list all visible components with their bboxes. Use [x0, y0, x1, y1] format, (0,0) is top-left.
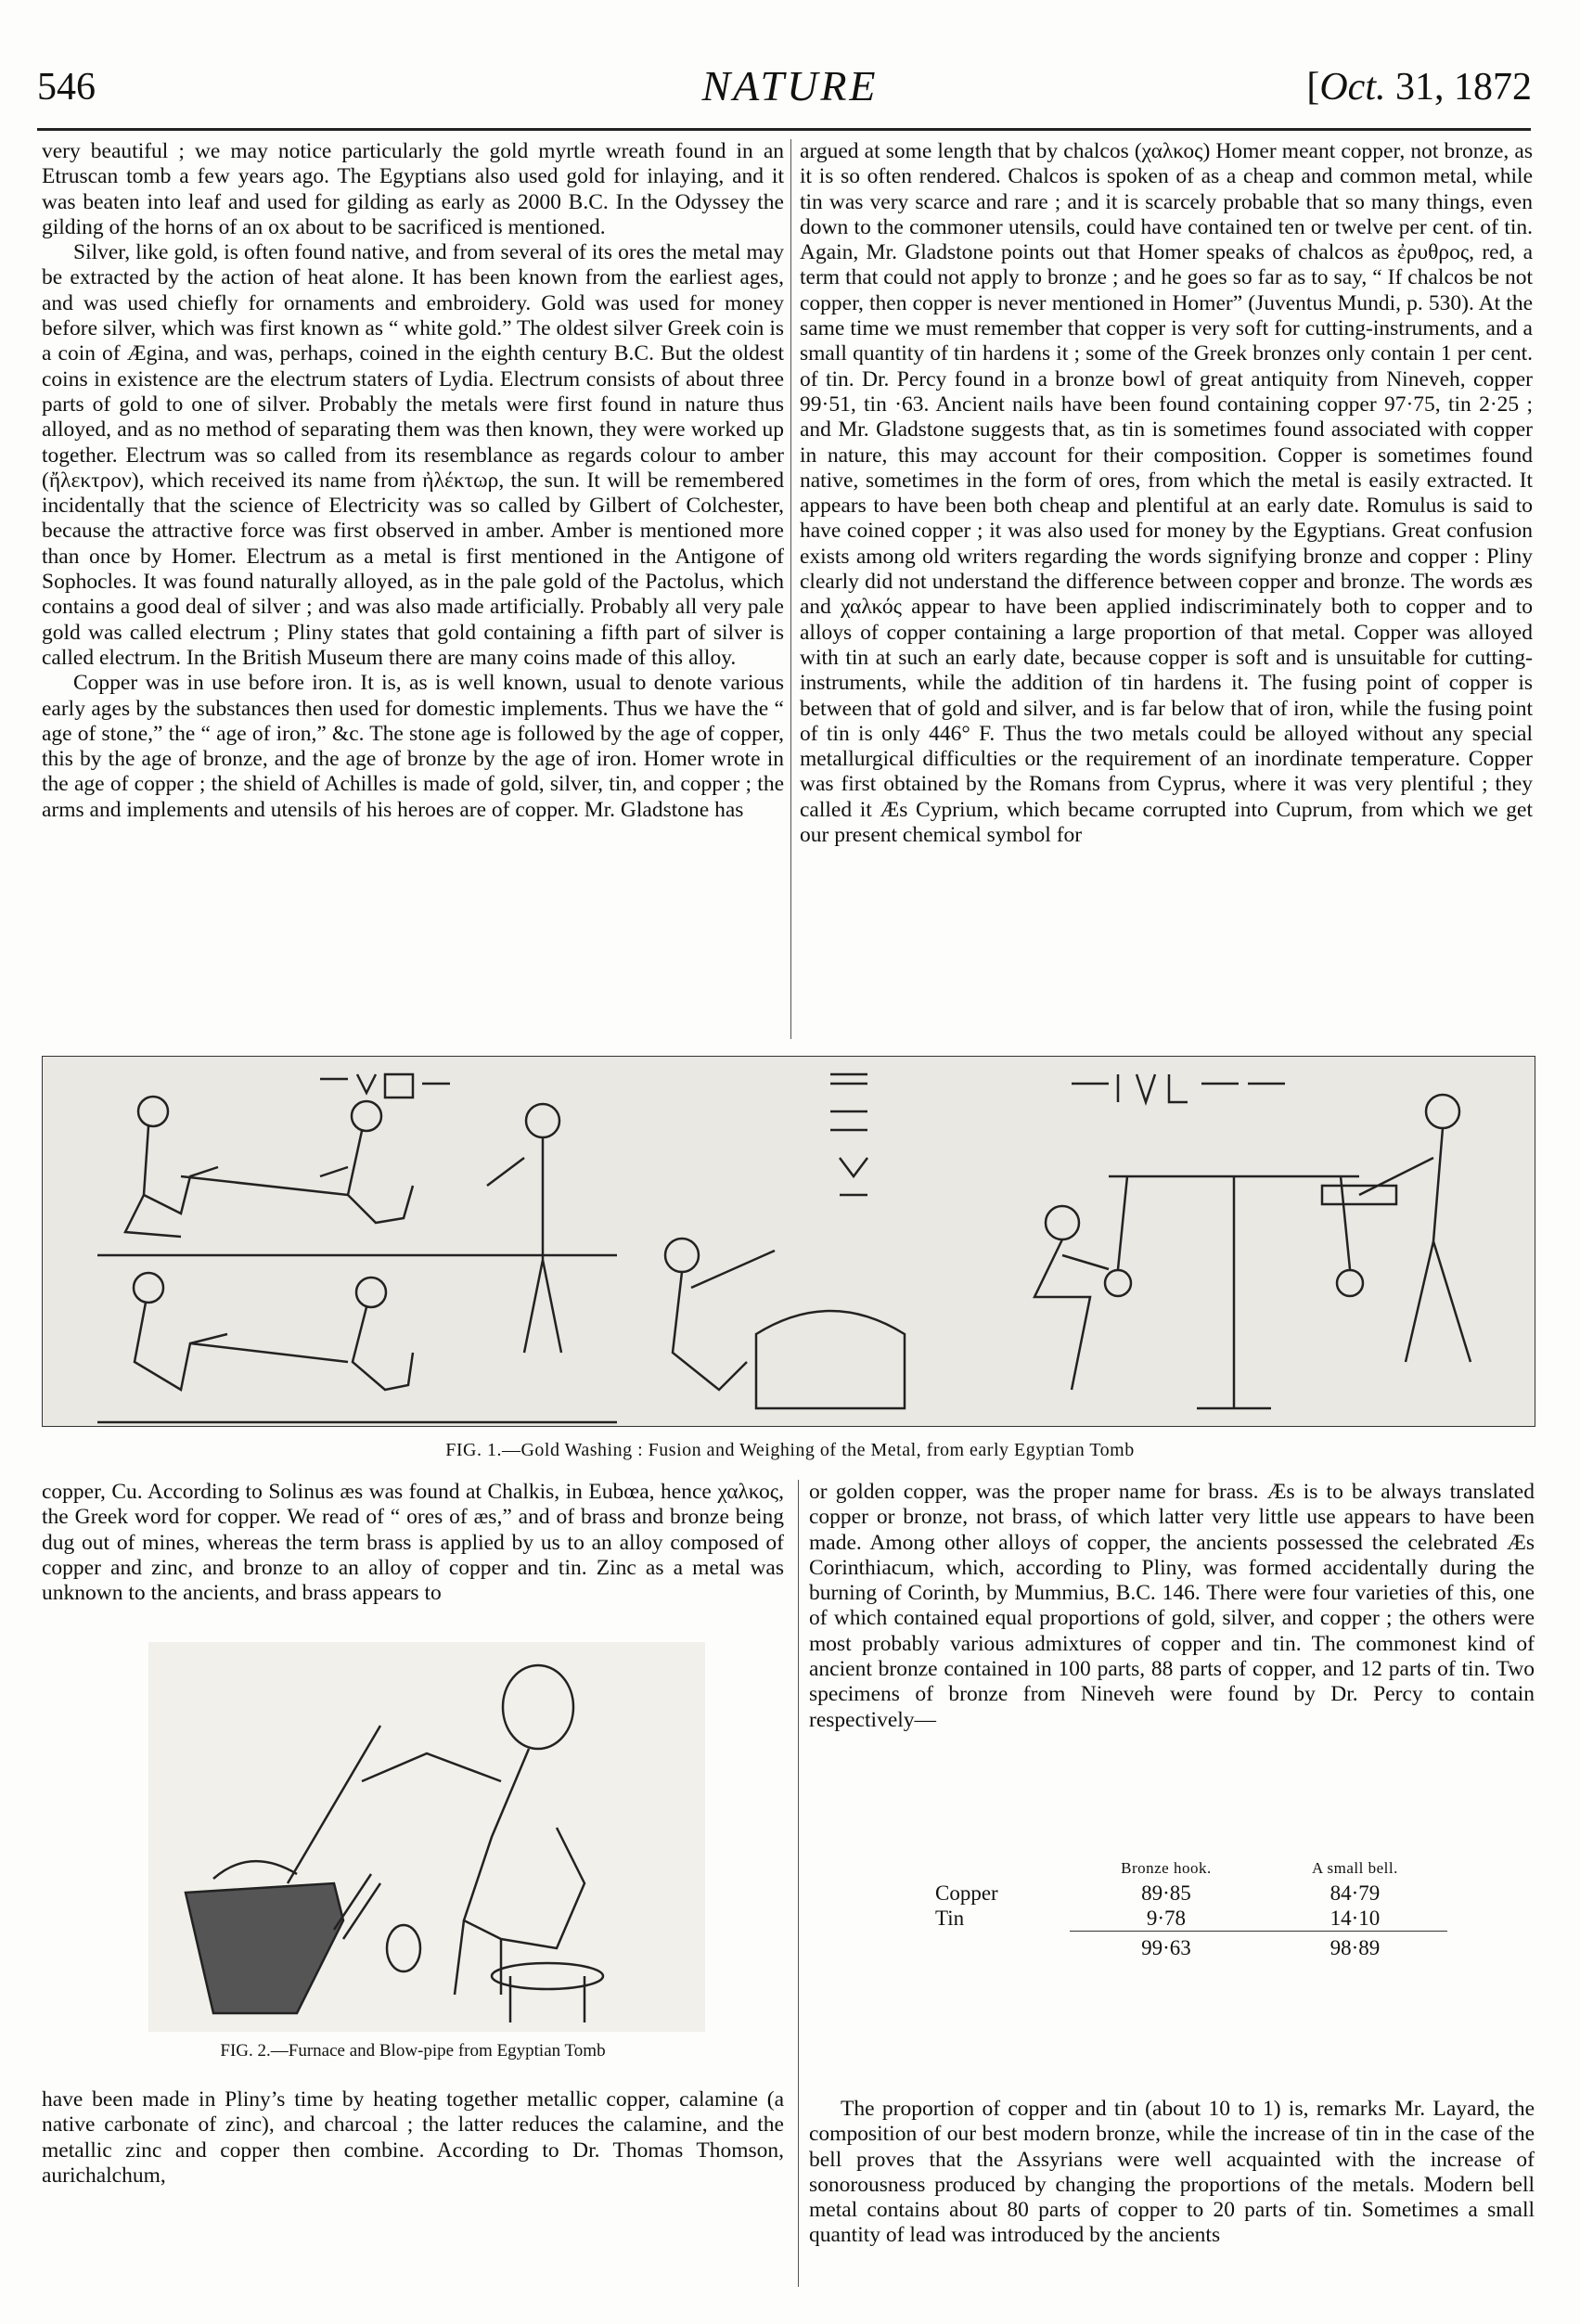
column-divider: [790, 139, 791, 1039]
figure-1-caption: FIG. 1.—Gold Washing : Fusion and Weighing of the Metal, from early Egyptian Tomb: [445, 1440, 1135, 1460]
paragraph: argued at some length that by chalcos (χαλκος) Homer meant copper, not bronze, as it is so often rendered. Chalcos is spoken of as a cheap and common metal, while tin was very scarce and rare ; and it is scarcely probable that so many things, even down to the commoner utensils, could have contained ten or twelve per cent. of tin. Again, Mr. Gladstone points out that Homer speaks of chalcos as ἐρυθρος, red, a term that could not apply to bronze ; and he goes so far as to say, “ If chalcos be not copper, then copper is never mentioned in Homer” (Juventus Mundi, p. 530). At the same time we must remember that copper is very soft for cutting-instruments, and a small quantity of tin hardens it ; some of the Greek bronzes only contain 1 per cent. of tin. Dr. Percy found in a bronze bowl of great antiquity from Nineveh, copper 99·51, tin ·63. Ancient nails have been found containing copper 97·75, tin 2·25 ; and Mr. Gladstone suggests that, as tin is sometimes found associated with copper in nature, this may account for their composition. Copper is sometimes found native, sometimes in the form of ores, from which the metal is easily extracted. It appears to have been both cheap and plentiful at an early date. Romulus is said to have coined copper ; it was also used for money by the Egyptians. Great confusion exists among old writers regarding the words signifying bronze and copper : Pliny clearly did not understand the difference between copper and bronze. The words æs and χαλκός appear to have been applied indiscriminately both to copper and to alloys of copper containing a large proportion of that metal. Copper was alloyed with tin at such an early date, because copper is soft and is unsuitable for cutting-instruments, while the addition of tin hardens it. The fusing point of copper is between that of gold and silver, and is far below that of iron, while the fusing point of tin is only 446° F. Thus the two metals could be alloyed without any special metallurgical difficulties or the requirement of an inordinate temperature. Copper was first obtained by the Romans from Cyprus, where it was very plentiful ; they called it Æs Cyprium, which became corrupted into Cuprum, from which we get our present chemical symbol for: [800, 139, 1533, 848]
furnace-blowpipe-illustration: [148, 1642, 705, 2032]
column-divider: [798, 1480, 799, 2287]
table-cell: Copper: [935, 1881, 998, 1905]
figure-2-engraving: [148, 1642, 705, 2032]
table-cell: 98·89: [1263, 1932, 1447, 1961]
figure-1-engraving: [42, 1056, 1535, 1427]
journal-title: NATURE: [701, 62, 879, 109]
date-bracket: [: [1306, 66, 1320, 109]
date-day-year: 31, 1872: [1385, 66, 1532, 109]
paragraph: Silver, like gold, is often found native, and from several of its ores the metal may be extracted by the action of heat alone. It has been known from the earliest ages, and was used chiefly for ornaments and embroidery. Gold was used for money before silver, which was first known as “ white gold.” The oldest silver Greek coin is a coin of Ægina, and was, perhaps, coined in the eighth century B.C. But the oldest coins in existence are the electrum staters of Lydia. Electrum consists of about three parts of gold to one of silver. Probably the metals were first found in nature thus alloyed, and as no method of separating them was then known, they were worked up together. Electrum was so called from its resemblance as regards colour to amber (ἤλεκτρον), which received its name from ἠλέκτωρ, the sun. It will be remembered incidentally that the science of Electricity was so called by Gilbert of Colchester, because the attractive force was first observed in amber. Amber is mentioned more than once by Homer. Electrum as a metal is first mentioned in the Antigone of Sophocles. It was found naturally alloyed, as in the pale gold of the Pactolus, which contains a good deal of silver ; and was also made artificially. Probably all very pale gold was called electrum ; Pliny states that gold containing a fifth part of silver is called electrum. In the British Museum there are many coins made of this alloy.: [42, 240, 784, 670]
column-upper-right: [800, 139, 1533, 1039]
figure-2-caption: FIG. 2.—Furnace and Blow-pipe from Egyptian Tomb: [220, 2041, 606, 2061]
table-cell: 9·78: [1146, 1907, 1187, 1930]
issue-date: [1306, 65, 1532, 109]
column-lower-left-bottom: [42, 2087, 784, 2217]
table-cell: 14·10: [1330, 1907, 1381, 1930]
table-cell: 84·79: [1330, 1881, 1381, 1905]
paragraph: Copper was in use before iron. It is, as is well known, usual to denote various early ages by the substances then used for domestic implements. Thus we have the “ age of stone,” the “ age of iron,” &c. The stone age is followed by the age of copper, this by the age of bronze, and the age of bronze by the age of iron. Homer wrote in the age of copper ; the shield of Achilles is made of gold, silver, tin, and copper ; the arms and implements and utensils of his heroes are of copper. Mr. Gladstone has: [42, 671, 784, 822]
column-upper-left: [42, 139, 784, 1039]
paragraph: have been made in Pliny’s time by heating together metallic copper, calamine (a native carbonate of zinc), and charcoal ; the latter reduces the calamine, and the metallic zinc and copper then combine. According to Dr. Thomas Thomson, aurichalchum,: [42, 2087, 784, 2188]
paragraph: very beautiful ; we may notice particularly the gold myrtle wreath found in an Etruscan tomb a few years ago. The Egyptians also used gold for inlaying, and it was beaten into leaf and used for gilding as early as 2000 B.C. In the Odyssey the gilding of the horns of an ox about to be sacrificed is mentioned.: [42, 139, 784, 239]
paragraph: The proportion of copper and tin (about 10 to 1) is, remarks Mr. Layard, the composition of our best modern bronze, while the increase of tin in the case of the bell proves that the Assyrians were well acquainted with the increase of sonorousness produced by changing the proportions of the metals. Modern bell metal contains about 80 parts of copper to 20 parts of tin. Sometimes a small quantity of lead was introduced by the ancients: [809, 2097, 1535, 2248]
composition-table: [928, 1855, 1447, 1960]
table-header-cell: A small bell.: [1311, 1859, 1398, 1877]
table-header-row: [928, 1855, 1447, 1881]
column-lower-right-bottom: [809, 2097, 1535, 2282]
paragraph: or golden copper, was the proper name for brass. Æs is to be always translated copper or bronze, not brass, of which latter very little use appears to have been made. Among other alloys of copper, the ancients possessed the celebrated Æs Corinthiacum, which, according to Pliny, was formed accidentally during the burning of Corinth, by Mummius, B.C. 146. There were four varieties of this, one of which contained equal proportions of gold, silver, and copper ; the others were most probably various admixtures of copper and tin. The commonest kind of ancient bronze contained in 100 parts, 88 parts of copper, and 12 parts of tin. Two specimens of bronze from Nineveh were found by Dr. Percy to contain respectively—: [809, 1480, 1535, 1732]
header-rule: [37, 128, 1531, 131]
page-number: 546: [37, 66, 96, 109]
table-cell: Tin: [935, 1907, 965, 1931]
table-header-cell: Bronze hook.: [1121, 1859, 1212, 1877]
paragraph: copper, Cu. According to Solinus æs was found at Chalkis, in Eubœa, hence χαλκος, the Greek word for copper. We read of “ ores of æs,” and of brass and bronze being dug out of mines, whereas the term brass is applied by us to an alloy composed of copper and zinc, and bronze to an alloy of copper and tin. Zinc as a metal was unknown to the ancients, and brass appears to: [42, 1480, 784, 1606]
table-total-row: [928, 1932, 1447, 1961]
table-cell: [928, 1932, 1070, 1961]
table-cell: 89·85: [1141, 1881, 1191, 1905]
table-cell: 99·63: [1070, 1932, 1263, 1961]
table-row: [928, 1906, 1447, 1932]
column-lower-right-top: [809, 1480, 1535, 1758]
egyptian-tomb-scene-illustration: [42, 1056, 1535, 1427]
date-month: Oct.: [1319, 66, 1386, 109]
bronze-composition-table: [928, 1855, 1447, 1995]
table-row: [928, 1881, 1447, 1906]
column-lower-left-top: [42, 1480, 784, 1619]
table-header-cell: [928, 1855, 1070, 1881]
